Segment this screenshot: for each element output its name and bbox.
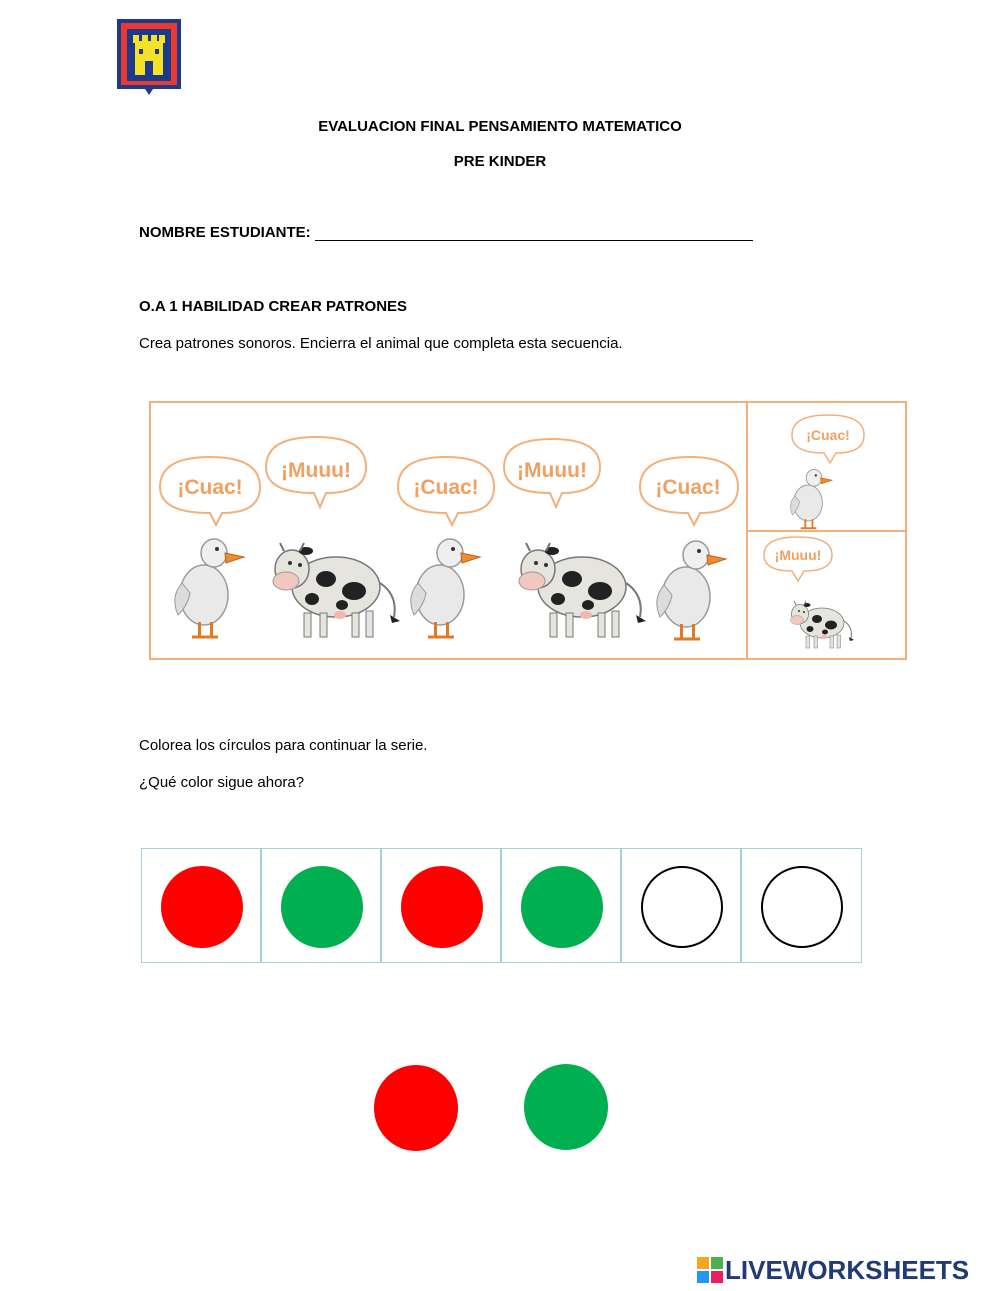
bubble-text: ¡Cuac! [413, 476, 479, 499]
cow-icon [519, 543, 646, 637]
series-circle-6-blank[interactable] [761, 866, 843, 948]
duck-icon [790, 469, 832, 528]
bubble-text: ¡Muuu! [517, 459, 587, 482]
section2-instruction: Colorea los círculos para continuar la serie. [139, 737, 428, 754]
series-circle-1[interactable] [161, 866, 243, 948]
series-circle-4[interactable] [521, 866, 603, 948]
option-duck[interactable] [790, 415, 864, 528]
series-circle-3[interactable] [401, 866, 483, 948]
student-name-label: NOMBRE ESTUDIANTE: [139, 224, 311, 241]
cow-icon [791, 601, 855, 648]
bubble-text: ¡Cuac! [655, 476, 721, 499]
bubble-text: ¡Muuu! [281, 459, 351, 482]
section1-instruction: Crea patrones sonoros. Encierra el animal que completa esta secuencia. [139, 335, 623, 352]
series-cell-5 [621, 848, 741, 963]
bubble-text: ¡Cuac! [806, 427, 850, 443]
duck-icon [175, 539, 244, 637]
sequence-duck-1[interactable] [160, 457, 260, 637]
brand-name: LIVEWORKSHEETS [725, 1254, 970, 1285]
option-cow[interactable] [764, 537, 854, 648]
sequence-duck-3[interactable] [398, 457, 494, 637]
bubble-text: ¡Cuac! [177, 476, 243, 499]
pattern-sequence-panel [140, 395, 915, 667]
section1-heading: O.A 1 HABILIDAD CREAR PATRONES [139, 298, 408, 315]
sequence-cow-2[interactable] [266, 437, 400, 637]
page-subtitle: PRE KINDER [453, 153, 547, 170]
section2-question: ¿Qué color sigue ahora? [139, 774, 305, 791]
series-cell-2 [261, 848, 381, 963]
duck-icon [657, 541, 726, 639]
choice-red-circle[interactable] [374, 1065, 458, 1151]
sequence-duck-5[interactable] [640, 457, 738, 639]
series-circle-5-blank[interactable] [641, 866, 723, 948]
duck-icon [411, 539, 480, 637]
series-cell-6 [741, 848, 862, 963]
liveworksheets-logo-icon [697, 1257, 723, 1283]
sequence-cow-4[interactable] [504, 439, 646, 637]
series-circle-2[interactable] [281, 866, 363, 948]
choice-green-circle[interactable] [524, 1064, 608, 1150]
school-crest-logo [115, 17, 183, 97]
series-cell-4 [501, 848, 621, 963]
student-name-line[interactable] [315, 240, 753, 241]
page-title: EVALUACION FINAL PENSAMIENTO MATEMATICO [318, 118, 682, 135]
cow-icon [273, 543, 400, 637]
series-cell-1 [141, 848, 261, 963]
bubble-text: ¡Muuu! [774, 547, 822, 563]
footer-brand [697, 1254, 969, 1286]
series-cell-3 [381, 848, 501, 963]
